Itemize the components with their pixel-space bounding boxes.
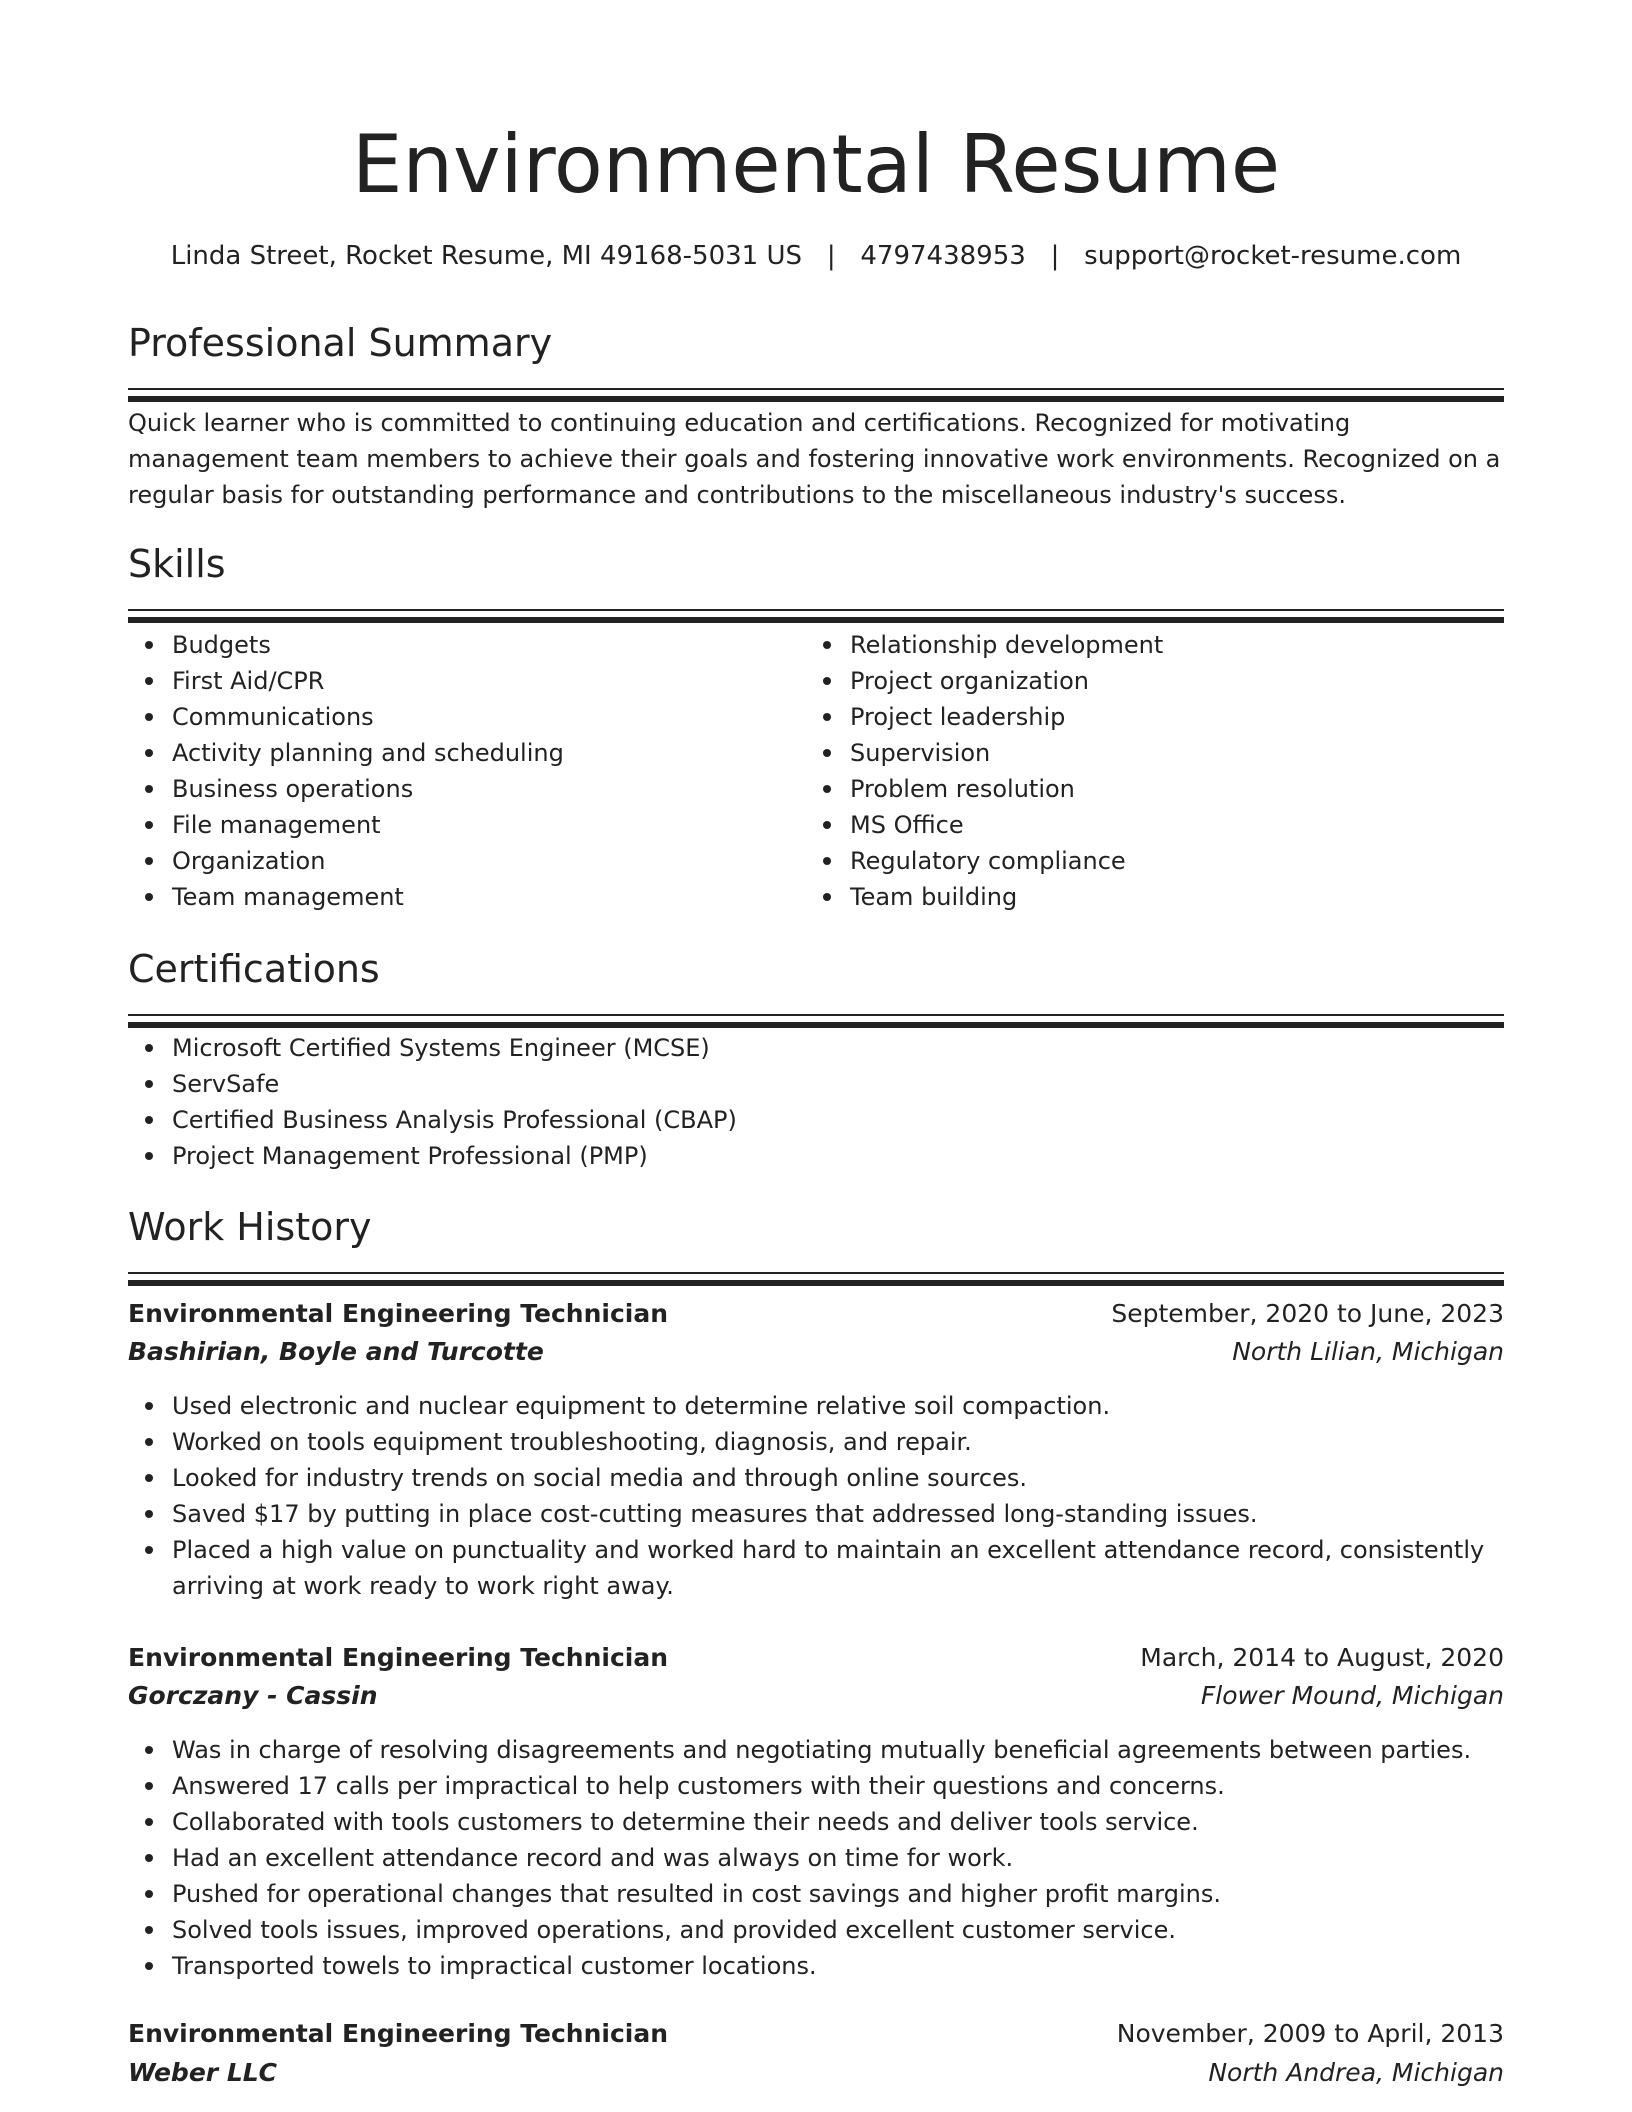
skill-item: Organization (172, 843, 802, 879)
job-title: Environmental Engineering Technician (128, 1643, 669, 1672)
skill-item: MS Office (850, 807, 1500, 843)
job-dates: November, 2009 to April, 2013 (1116, 2019, 1504, 2048)
job-bullet: Was in charge of resolving disagreements and negotiating mutually beneficial agreements between parties. (172, 1732, 1504, 1768)
skill-item: Budgets (172, 627, 802, 663)
skill-item: Regulatory compliance (850, 843, 1500, 879)
certifications-section-header (128, 944, 1504, 1028)
job-dates: March, 2014 to August, 2020 (1140, 1643, 1504, 1672)
job-company: Gorczany - Cassin (128, 1681, 378, 1710)
job-bullet: Used electronic and nuclear equipment to determine relative soil compaction. (172, 1388, 1504, 1424)
section-heading: Certifications (128, 947, 380, 991)
contact-separator: | (826, 241, 836, 271)
skill-item: Activity planning and scheduling (172, 735, 802, 771)
section-divider (128, 1014, 1504, 1016)
job-bullet: Transported towels to impractical customer locations. (172, 1948, 1504, 1984)
section-divider (128, 388, 1504, 390)
resume-title: Environmental Resume (351, 118, 1281, 211)
contact-email: support@rocket-resume.com (1084, 241, 1462, 271)
section-heading: Skills (128, 542, 226, 586)
skill-item: Project leadership (850, 699, 1500, 735)
section-divider (128, 617, 1504, 623)
job-title: Environmental Engineering Technician (128, 1299, 669, 1328)
job-title: Environmental Engineering Technician (128, 2019, 669, 2048)
job-location: North Andrea, Michigan (1208, 2058, 1504, 2087)
section-divider (128, 1022, 1504, 1028)
section-divider (128, 1280, 1504, 1286)
job-dates: September, 2020 to June, 2023 (1111, 1299, 1504, 1328)
certification-item: ServSafe (172, 1066, 1502, 1102)
summary-section-header (128, 318, 1504, 402)
contact-line (128, 238, 1504, 274)
contact-separator: | (1050, 241, 1060, 271)
job-bullet: Placed a high value on punctuality and worked hard to maintain an excellent attendance record, consistently arriving at work ready to work right away. (172, 1532, 1504, 1604)
job-bullet: Answered 17 calls per impractical to help customers with their questions and concerns. (172, 1768, 1504, 1804)
skill-item: Team management (172, 879, 802, 915)
skills-list-right (806, 627, 1500, 915)
skill-item: First Aid/CPR (172, 663, 802, 699)
summary-text: Quick learner who is committed to continuing education and certifications. Recognized for motivating management team members to achieve their goals and fostering innovative work environments. Recognized on a regular basis for outstanding performance and contributions to the miscellaneous industry's success. (128, 409, 1501, 509)
job-header (128, 2016, 1504, 2052)
skill-item: File management (172, 807, 802, 843)
job-bullet: Had an excellent attendance record and was always on time for work. (172, 1840, 1504, 1876)
contact-address: Linda Street, Rocket Resume, MI 49168-5031 US (170, 241, 803, 271)
job-subheader (128, 1334, 1504, 1370)
skills-list-left (128, 627, 802, 915)
job-bullet: Solved tools issues, improved operations, and provided excellent customer service. (172, 1912, 1504, 1948)
section-heading: Professional Summary (128, 321, 553, 365)
skill-item: Problem resolution (850, 771, 1500, 807)
job-location: North Lilian, Michigan (1232, 1337, 1504, 1366)
job-bullets (128, 1732, 1504, 1984)
job-bullet: Collaborated with tools customers to determine their needs and deliver tools service. (172, 1804, 1504, 1840)
job-header (128, 1640, 1504, 1676)
skills-section-header (128, 539, 1504, 623)
job-bullet: Looked for industry trends on social media and through online sources. (172, 1460, 1504, 1496)
skill-item: Relationship development (850, 627, 1500, 663)
job-bullet: Saved $17 by putting in place cost-cutting measures that addressed long-standing issues. (172, 1496, 1504, 1532)
skill-item: Project organization (850, 663, 1500, 699)
section-divider (128, 609, 1504, 611)
job-bullet: Worked on tools equipment troubleshooting, diagnosis, and repair. (172, 1424, 1504, 1460)
section-divider (128, 1272, 1504, 1274)
job-subheader (128, 1678, 1504, 1714)
section-divider (128, 396, 1504, 402)
job-company: Bashirian, Boyle and Turcotte (128, 1337, 544, 1366)
certification-item: Project Management Professional (PMP) (172, 1138, 1502, 1174)
section-heading: Work History (128, 1205, 372, 1249)
certification-item: Certified Business Analysis Professional (CBAP) (172, 1102, 1502, 1138)
certifications-list (128, 1030, 1502, 1174)
work-history-section-header (128, 1202, 1504, 1286)
skill-item: Communications (172, 699, 802, 735)
contact-phone: 4797438953 (860, 241, 1026, 271)
job-bullet: Pushed for operational changes that resulted in cost savings and higher profit margins. (172, 1876, 1504, 1912)
certification-item: Microsoft Certified Systems Engineer (MCSE) (172, 1030, 1502, 1066)
job-company: Weber LLC (128, 2058, 278, 2087)
skill-item: Supervision (850, 735, 1500, 771)
job-location: Flower Mound, Michigan (1200, 1681, 1504, 1710)
job-header (128, 1296, 1504, 1332)
skill-item: Business operations (172, 771, 802, 807)
job-subheader (128, 2055, 1504, 2091)
job-bullets (128, 1388, 1504, 1604)
skill-item: Team building (850, 879, 1500, 915)
